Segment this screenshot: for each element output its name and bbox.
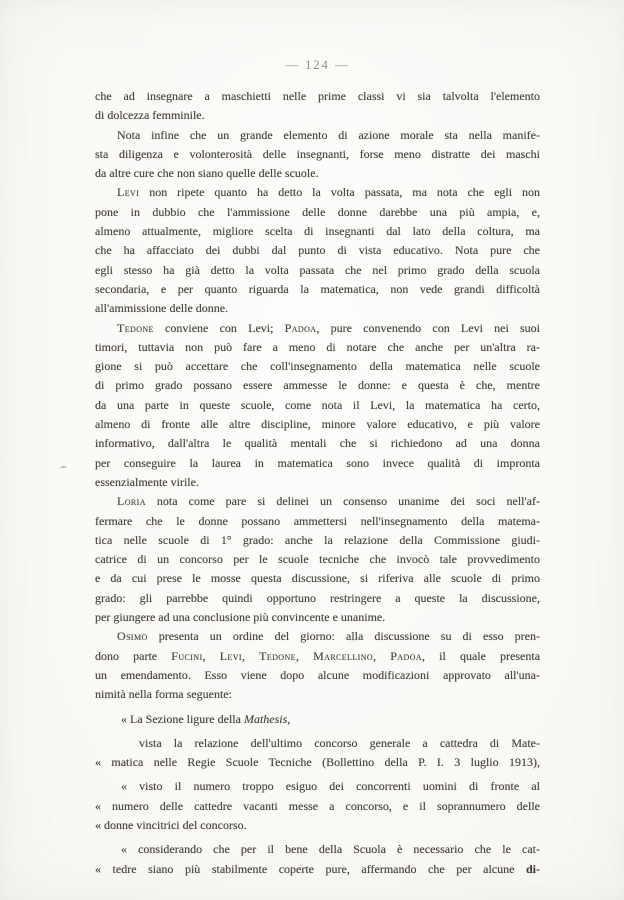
text-segment: nimità nella forma seguente: (95, 687, 232, 702)
text-line (95, 241, 540, 260)
paragraph (95, 319, 540, 493)
document-body (95, 87, 540, 879)
person-name: Padoa (390, 648, 423, 663)
text-line (95, 710, 540, 729)
text-segment: che ad insegnare a maschietti nelle prime classi vi sia talvolta l'elemento (95, 89, 540, 103)
text-segment: almeno di fronte alle altre discipline, minore valore educativo, e più valore (95, 417, 540, 432)
text-segment: tica nelle scuole di 1° grado: anche la relazione della Commissione giudi- (95, 532, 540, 547)
text-line (95, 164, 540, 183)
text-segment: « matica nelle Regie Scuole Tecniche (Bollettino della P. I. 3 luglio 1913), (95, 755, 540, 770)
person-name: Osimo (117, 629, 148, 644)
text-segment: all'ammissione delle donne. (95, 301, 229, 316)
text-segment: gione si può accettare che coll'insegnamento della matematica nelle scuole (95, 359, 540, 374)
text-line (95, 357, 540, 376)
text-segment: non ripete quanto ha detto la volta passata, ma nota che egli non (139, 185, 540, 200)
text-line (95, 608, 540, 627)
text-segment: , (241, 648, 260, 663)
text-line (95, 396, 540, 415)
text-segment: di dolcezza femminile. (95, 108, 205, 123)
text-line (95, 87, 540, 106)
text-line (95, 106, 540, 125)
text-line (95, 550, 540, 569)
person-name: Tedone (259, 648, 296, 663)
text-segment: « considerando che per il bene della Scuola è necessario che le cat- (121, 842, 540, 857)
scan-speck (60, 466, 67, 469)
text-segment: conviene con Levi; (153, 320, 285, 335)
person-name: Tedone (117, 320, 154, 335)
text-line (95, 589, 540, 608)
text-line (95, 299, 540, 318)
text-line (95, 126, 540, 145)
text-segment: che ha affacciato dei dubbi dal punto di vista educativo. Nota pure che (95, 243, 540, 258)
text-line (95, 454, 540, 473)
text-segment: pone in dubbio che l'ammissione delle donne darebbe una più ampia, e, (95, 204, 540, 219)
paragraph (95, 734, 540, 773)
text-line (95, 473, 540, 492)
text-line (95, 183, 540, 202)
text-segment: vista la relazione dell'ultimo concorso generale a cattedra di Mate- (139, 735, 540, 750)
text-line (95, 797, 540, 816)
text-line (95, 860, 540, 879)
text-segment: timori, tuttavia non può fare a meno di notare che anche per un'altra ra- (95, 339, 540, 354)
text-segment: di- (525, 861, 540, 876)
text-segment: « La Sezione ligure della (121, 711, 244, 726)
page-number: — 124 — (285, 58, 350, 72)
text-segment: « visto il numero troppo esiguo dei concorrenti uomini di fronte al (121, 779, 540, 794)
text-line (95, 280, 540, 299)
text-line (95, 145, 540, 164)
person-name: Levi (219, 648, 242, 663)
text-segment: , (202, 648, 220, 663)
paragraph (95, 183, 540, 318)
text-segment: , (295, 648, 314, 663)
text-line (95, 222, 540, 241)
text-line (95, 512, 540, 531)
text-segment: un emendamento. Esso viene dopo alcune modificazioni approvato all'una- (95, 667, 540, 682)
text-line (95, 569, 540, 588)
text-segment: fermare che le donne possano ammettersi nell'insegnamento della matema- (95, 513, 540, 528)
paragraph (95, 840, 540, 879)
text-segment: Nota infine che un grande elemento di azione morale sta nella manife- (117, 127, 540, 142)
scan-speck (351, 639, 357, 642)
text-segment: « numero delle cattedre vacanti messe a concorso, e il soprannumero delle (95, 798, 540, 813)
person-name: Fucini (171, 648, 203, 663)
text-segment: secondaria, e per quanto riguarda la matematica, non vede grandi difficoltà (95, 281, 540, 296)
text-line (95, 666, 540, 685)
text-line (95, 840, 540, 859)
person-name: Padoa (284, 320, 317, 335)
text-line (95, 492, 540, 511)
text-line (95, 261, 540, 280)
text-line (95, 685, 540, 704)
text-segment: catrice di un concorso per le scuole tecniche che invocò tale provvedimento (95, 552, 540, 567)
paragraph (95, 777, 540, 835)
text-segment: , pure convenendo con Levi nei suoi (316, 320, 540, 335)
paragraph (95, 126, 540, 184)
text-segment: e da cui prese le mosse questa discussione, si riferiva alle scuole di primo (95, 571, 540, 586)
text-segment: , (373, 648, 391, 663)
text-line (95, 531, 540, 550)
text-line (95, 753, 540, 772)
text-line (95, 734, 540, 753)
text-line (95, 647, 540, 666)
text-segment: egli stesso ha già detto la volta passata che nel primo grado della scuola (95, 262, 540, 277)
person-name: Marcellino (313, 648, 374, 663)
paragraph (95, 87, 540, 126)
text-segment: almeno attualmente, migliore scelta di insegnanti dal lato della coltura, ma (95, 224, 540, 239)
text-segment: da altre cure che non siano quelle delle scuole. (95, 166, 319, 181)
text-segment: dono parte (95, 648, 172, 663)
text-segment: « donne vincitrici del concorso. (95, 817, 247, 832)
text-line (95, 777, 540, 796)
text-segment: presenta un ordine del giorno: alla discussione su di esso pren- (147, 629, 540, 644)
text-line (95, 338, 540, 357)
person-name: Levi (117, 185, 140, 200)
text-line (95, 434, 540, 453)
text-line (95, 627, 540, 646)
text-segment: , il quale presenta (422, 648, 541, 663)
paragraph (95, 710, 540, 729)
text-segment: « tedre siano più stabilmente coperte pure, affermando che per alcune (95, 861, 526, 876)
text-segment: nota come pare si delinei un consenso unanime dei soci nell'af- (145, 494, 540, 509)
text-line (95, 816, 540, 835)
text-segment: di primo grado possano essere ammesse le donne: e questa è che, mentre (95, 378, 540, 393)
paragraph (95, 627, 540, 704)
text-line (95, 319, 540, 338)
text-segment: per conseguire la laurea in matematica sono invece qualità di impronta (95, 455, 540, 470)
text-segment: informativo, dall'altra le qualità mentali che si richiedono ad una donna (95, 436, 540, 451)
text-segment: da una parte in queste scuole, come nota il Levi, la matematica ha certo, (95, 397, 540, 412)
text-segment: , (287, 711, 291, 726)
text-segment: per giungere ad una conclusione più convincente e unanime. (95, 610, 386, 625)
text-segment: essenzialmente virile. (95, 474, 199, 489)
text-segment: grado: gli parrebbe quindi opportuno restringere a queste la discussione, (95, 590, 540, 605)
person-name: Loria (117, 494, 146, 509)
text-line (95, 376, 540, 395)
paragraph (95, 492, 540, 627)
text-segment: sta diligenza e volonterosità delle insegnanti, forse meno distratte dei maschi (95, 146, 540, 161)
text-line (95, 415, 540, 434)
text-segment: Mathesis (243, 711, 288, 726)
text-line (95, 203, 540, 222)
